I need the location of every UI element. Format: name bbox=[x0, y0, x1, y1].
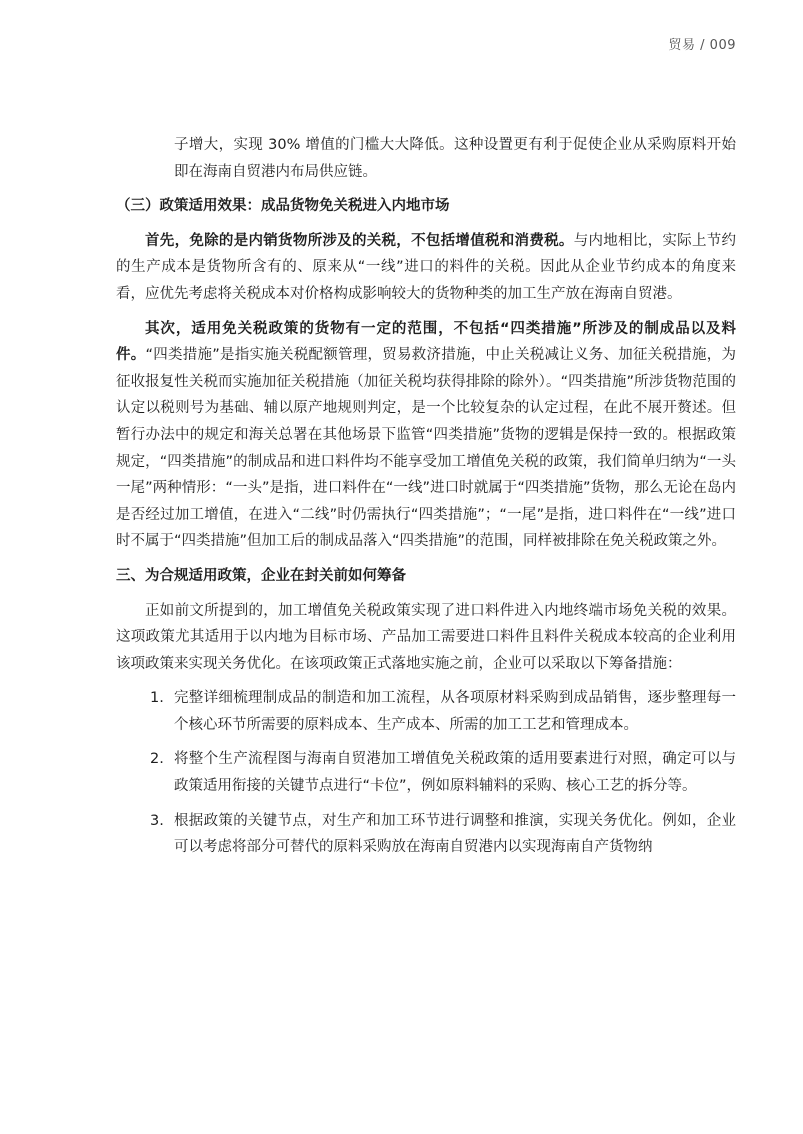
section-heading-3: （三）政策适用效果：成品货物免关税进入内地市场 bbox=[116, 198, 450, 215]
list-item-text: 根据政策的关键节点，对生产和加工环节进行调整和推演，实现关务优化。例如，企业可以考虑将部分可替代的原料采购放在海南自贸港内以实现海南自产货物纳 bbox=[174, 812, 736, 856]
paragraph-text: 与内地相比，实际上节约的生产成本是货物所含有的、原来从“一线”进口的料件的关税。因此从企业节约成本的角度来看，应优先考虑将关税成本对价格构成影响较大的货物种类的加工生产放在海南自贸港。 bbox=[116, 232, 737, 302]
chapter-heading: 三、为合规适用政策，企业在封关前如何筹备 bbox=[116, 567, 406, 584]
list-item-number: 2. bbox=[150, 751, 164, 768]
paragraph-second-point bbox=[116, 316, 736, 555]
list-item-number: 3. bbox=[150, 812, 164, 829]
paragraph-lead-bold: 首先，免除的是内销货物所涉及的关税，不包括增值税和消费税。 bbox=[145, 232, 574, 249]
paragraph-text: “四类措施”是指实施关税配额管理，贸易救济措施，中止关税减让义务、加征关税措施，为征收报复性关税而实施加征关税措施（加征关税均获得排除的除外）。“四类措施”所涉货物范围的认定以税则号为基础、辅以原产地规则判定，是一个比较复杂的认定过程，在此不展开赘述。但暂行办法中的规定和海关总署在其他场景下监管“四类措施”货物的逻辑是保持一致的。根据政策规定，“四类措施”的制成品和进口料件均不能享受加工增值免关税的政策，我们简单归纳为“一头一尾”两种情形：“一头”是指，进口料件在“一线”进口时就属于“四类措施”货物，那么无论在岛内是否经过加工增值，在进入“二线”时仍需执行“四类措施”；“一尾”是指，进口料件在“一线”进口时不属于“四类措施”但加工后的制成品落入“四类措施”的范围，同样被排除在免关税政策之外。 bbox=[116, 347, 736, 550]
page-body bbox=[116, 132, 736, 869]
list-item-number: 1. bbox=[150, 690, 164, 707]
paragraph-lead-bold: 其次，适用免关税政策的货物有一定的范围，不包括“四类措施”所涉及的制成品以及料件。 bbox=[116, 320, 736, 364]
paragraph-continuation: 子增大，实现 30% 增值的门槛大大降低。这种设置更有利于促使企业从采购原料开始即在海南自贸港内布局供应链。 bbox=[174, 137, 736, 180]
list-item-text: 将整个生产流程图与海南自贸港加工增值免关税政策的适用要素进行对照，确定可以与政策适用衔接的关键节点进行“卡位”，例如原料辅料的采购、核心工艺的拆分等。 bbox=[174, 751, 736, 795]
running-header: 贸易 / 009 bbox=[668, 38, 736, 53]
list-item bbox=[116, 808, 736, 861]
list-item-text: 完整详细梳理制成品的制造和加工流程，从各项原材料采购到成品销售，逐步整理每一个核心环节所需要的原料成本、生产成本、所需的加工工艺和管理成本。 bbox=[174, 690, 736, 733]
list-item bbox=[116, 746, 736, 799]
paragraph-intro: 正如前文所提到的，加工增值免关税政策实现了进口料件进入内地终端市场免关税的效果。这项政策尤其适用于以内地为目标市场、产品加工需要进口料件且料件关税成本较高的企业利用该项政策来实现关务优化。在该项政策正式落地实施之前，企业可以采取以下筹备措施： bbox=[116, 602, 736, 672]
list-item bbox=[116, 685, 736, 738]
paragraph-first-point bbox=[116, 228, 736, 308]
